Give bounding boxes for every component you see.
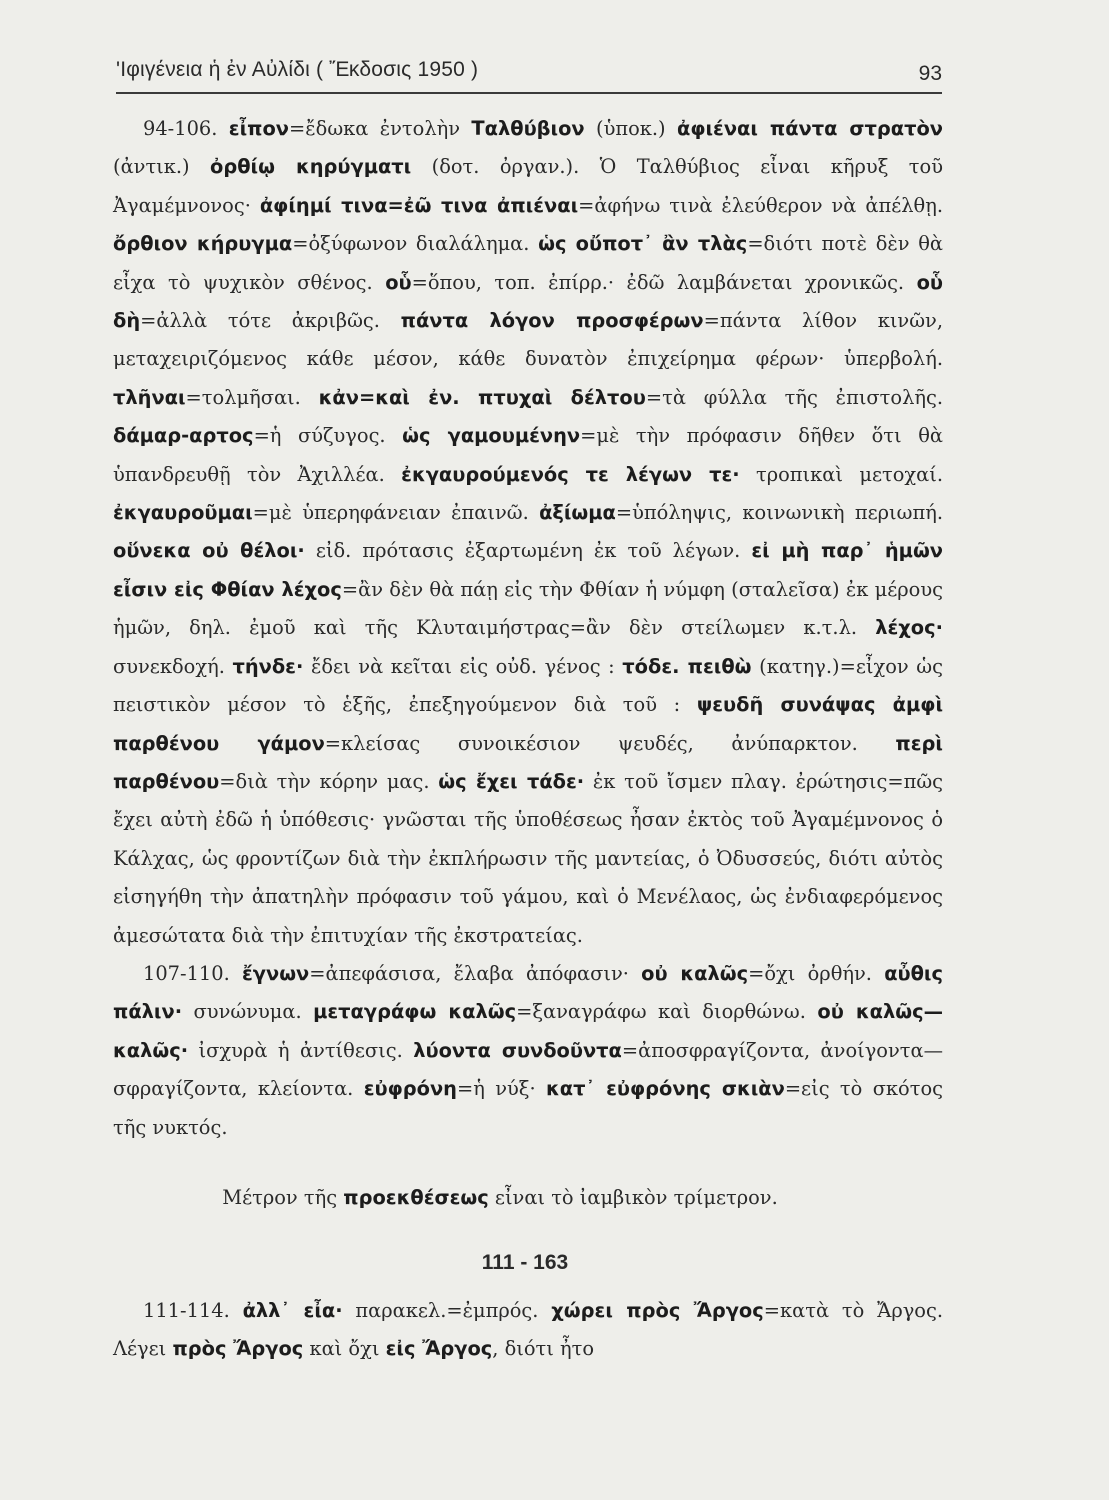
gloss-text: συνώνυμα. (182, 1000, 314, 1024)
paragraph-text (113, 962, 943, 1139)
gloss-text: τροπικαὶ μετοχαί. (739, 462, 943, 486)
paragraph-text (113, 1299, 943, 1360)
gloss-text: =ἡ σύζυγος. (253, 424, 403, 448)
gloss-text: καὶ ὄχι (303, 1337, 386, 1361)
lemma-term: ἐκγαυροῦμαι (113, 501, 253, 525)
gloss-text: =τολμῆσαι. (185, 385, 319, 409)
commentary-block-2 (113, 1292, 943, 1369)
lemma-term: ὡς οὔποτ᾽ ἂν τλὰς (538, 232, 748, 256)
gloss-text: =εἰς τὸ σκότος τῆς νυκτός. (113, 1077, 943, 1139)
gloss-text: Μέτρον τῆς (222, 1186, 344, 1209)
lemma-term: αὖθις πάλιν· (113, 961, 943, 1024)
gloss-text: (δοτ. ὀργαν.). Ὁ Ταλθύβιος εἶναι κῆρυξ τοῦ Ἀγαμέμνονος· (113, 155, 943, 217)
lemma-term: ψευδῆ συνάψας ἀμφὶ παρθένου γάμον (113, 693, 943, 755)
gloss-text: =κλείσας συνοικέσιον ψευδές, ἀνύπαρκτον. (324, 731, 896, 755)
gloss-text: =ἀλλὰ τότε ἀκριβῶς. (140, 309, 401, 333)
lemma-term: κατ᾽ εὐφρόνης σκιὰν (546, 1077, 785, 1101)
paragraph-text (113, 117, 943, 947)
lemma-term: ἔγνων (241, 961, 310, 985)
gloss-text: =ἀφήνω τινὰ ἐλεύθερον νὰ ἀπέλθῃ. (578, 193, 943, 217)
lemma-term: χώρει πρὸς Ἄργος (551, 1299, 764, 1322)
page-number: 93 (918, 62, 942, 85)
lemma-term: εἶπον (228, 117, 290, 140)
lemma-term: οὕνεκα οὐ θέλοι· (113, 539, 305, 563)
gloss-text: =τὰ φύλλα τῆς ἐπιστολῆς. (645, 385, 943, 409)
lemma-term: πρὸς Ἄργος (172, 1337, 304, 1361)
gloss-text: (ἀντικ.) (113, 155, 211, 179)
verse-range: 107-110. (143, 961, 230, 985)
gloss-text: =ὀξύφωνον διαλάλημα. (292, 232, 539, 256)
gloss-text: παρακελ.=ἐμπρός. (342, 1299, 552, 1322)
gloss-text: ἰσχυρὰ ἡ ἀντίθεσις. (188, 1038, 414, 1062)
gloss-text: =ὅπου, τοπ. ἐπίρρ.· ἐδῶ λαμβάνεται χρονικῶς. (411, 270, 917, 294)
gloss-text: =διὰ τὴν κόρην μας. (219, 769, 439, 793)
verse-range: 94-106. (143, 117, 218, 140)
gloss-text: =ξαναγράφω καὶ διορθώνω. (516, 1000, 818, 1024)
gloss-text: (ὑποκ.) (584, 117, 677, 140)
lemma-term: λέχος· (875, 616, 943, 640)
lemma-term: πάντα λόγον προσφέρων (400, 309, 704, 333)
gloss-text: =μὲ τὴν πρόφασιν δῆθεν ὅτι θὰ ὑπανδρευθῇ τὸν Ἀχιλλέα. (113, 424, 943, 486)
paragraph-94-106 (113, 110, 943, 955)
running-header (116, 52, 942, 94)
lemma-term: δάμαρ-αρτος (113, 424, 254, 448)
gloss-text: =πάντα λίθον κινῶν, μεταχειριζόμενος κάθε μέσον, κάθε δυνατὸν ἐπιχείρημα φέρων· ὑπερβολή. (113, 309, 943, 371)
gloss-text: =ἔδωκα ἐντολὴν (289, 117, 472, 140)
lemma-term: ὄρθιον κήρυγμα (113, 232, 293, 256)
lemma-term: οὗ (385, 270, 412, 294)
header-title: 'Ιφιγένεια ἡ ἐν Αὐλίδι ( Ἔκδοσις 1950 ) (116, 58, 479, 81)
gloss-text: =ἡ νύξ· (456, 1077, 546, 1101)
lemma-term: οὗ δὴ (113, 270, 943, 333)
lemma-term: ἀλλ᾽ εἶα· (242, 1299, 343, 1322)
lemma-term: ὀρθίῳ κηρύγματι (210, 155, 412, 179)
lemma-term: μεταγράφω καλῶς (313, 1000, 517, 1024)
lemma-term: ὡς γαμουμένην (402, 424, 581, 448)
lemma-term: οὐ καλῶς—καλῶς· (113, 1000, 944, 1062)
gloss-text: =ἂν δὲν θὰ πάῃ εἰς τὴν Φθίαν ἡ νύμφη (σταλεῖσα) ἐκ μέρους ἡμῶν, δηλ. ἐμοῦ καὶ τῆς Κλυταιμήστρας=ἂν δὲν στείλωμεν κ.τ.λ. (113, 577, 944, 640)
lemma-term: οὐ καλῶς (641, 961, 749, 985)
section-heading: 111 - 163 (481, 1251, 569, 1274)
lemma-term: εὐφρόνη (363, 1077, 457, 1101)
gloss-text: εἶναι τὸ ἰαμβικὸν τρίμετρον. (488, 1186, 778, 1209)
lemma-term: τλῆναι (113, 385, 186, 409)
paragraph-107-110 (113, 955, 943, 1147)
gloss-text: =ὄχι ὀρθήν. (748, 961, 885, 985)
lemma-term: προεκθέσεως (343, 1186, 489, 1209)
gloss-text: =ὑπόληψις, κοινωνικὴ περιωπή. (615, 501, 943, 525)
lemma-term: ὡς ἔχει τάδε· (438, 769, 585, 793)
gloss-text: εἰδ. πρότασις ἐξαρτωμένη ἐκ τοῦ λέγων. (304, 539, 752, 563)
lemma-term: ἐκγαυρούμενός τε λέγων τε· (401, 462, 740, 486)
paragraph-111-114 (113, 1292, 943, 1369)
lemma-term: λύοντα συνδοῦντα (413, 1038, 622, 1062)
gloss-text: =μὲ ὑπερηφάνειαν ἐπαινῶ. (252, 501, 540, 525)
commentary-block (113, 110, 943, 1147)
gloss-text: συνεκδοχή. (113, 654, 233, 678)
gloss-text: =κατὰ τὸ Ἄργος. Λέγει (113, 1299, 944, 1361)
gloss-text: , διότι ἦτο (492, 1337, 595, 1361)
gloss-text: ἐκ τοῦ ἴσμεν πλαγ. ἐρώτησις=πῶς ἔχει αὐτὴ ἐδῶ ἡ ὑπόθεσις· γνῶσται τῆς ὑποθέσεως ἦσαν ἐκτὸς τοῦ Ἀγαμέμνονος ὁ Κάλχας, ὡς φροντίζων διὰ τὴν ἐκπλήρωσιν τῆς μαντείας, ὁ Ὀδυσσεύς, διότι αὐτὸς εἰσηγήθη τὴν ἀπατηλὴν πρόφασιν τοῦ γάμου, καὶ ὁ Μενέλαος, ὡς ἐνδιαφερόμενος ἀμεσώτατα διὰ τὴν ἐπιτυχίαν τῆς ἐκστρατείας. (113, 769, 943, 947)
lemma-term: εἰ μὴ παρ᾽ ἡμῶν εἶσιν εἰς Φθίαν λέχος (113, 539, 944, 601)
gloss-text: =ἀποσφραγίζοντα, ἀνοίγοντα—σφραγίζοντα, κλείοντα. (113, 1038, 943, 1101)
lemma-term: τήνδε· (232, 654, 304, 678)
lemma-term: ἀξίωμα (539, 501, 616, 525)
lemma-term: ἀφιέναι πάντα στρατὸν (677, 117, 943, 140)
meter-note (0, 1186, 1000, 1209)
lemma-term: Ταλθύβιον (471, 117, 585, 140)
lemma-term: κἀν=καὶ ἐν. πτυχαὶ δέλτου (318, 385, 646, 409)
gloss-text: =διότι ποτὲ δὲν θὰ εἶχα τὸ ψυχικὸν σθένος. (113, 232, 943, 294)
lemma-term: ἀφίημί τινα=ἐῶ τινα ἀπιέναι (259, 193, 579, 217)
gloss-text: ἔδει νὰ κεῖται εἰς οὐδ. γένος : (303, 654, 623, 678)
lemma-term: εἰς Ἄργος (385, 1337, 493, 1361)
lemma-term: τόδε. πειθὼ (622, 654, 752, 678)
lemma-term: περὶ παρθένου (113, 731, 943, 793)
verse-range: 111-114. (143, 1299, 230, 1322)
gloss-text: (κατηγ.)=εἶχον ὡς πειστικὸν μέσον τὸ ἑξῆς, ἐπεξηγούμενον διὰ τοῦ : (113, 654, 943, 717)
gloss-text: =ἀπεφάσισα, ἔλαβα ἀπόφασιν· (309, 961, 642, 985)
